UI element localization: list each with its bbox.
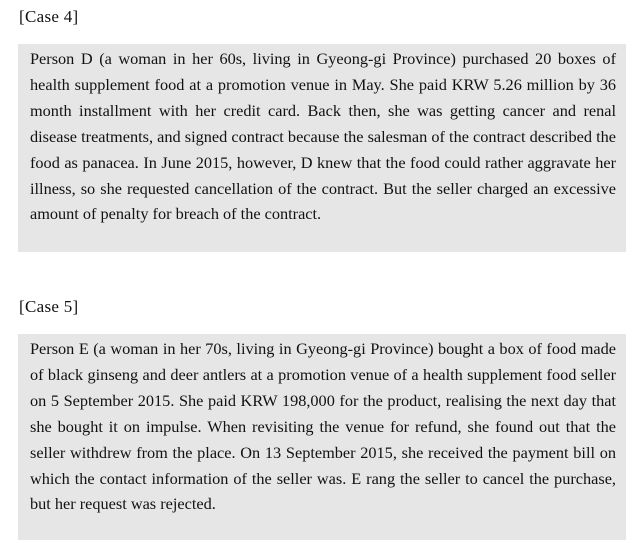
case-5-heading: [Case 5] xyxy=(19,297,79,316)
case-4-heading: [Case 4] xyxy=(19,7,79,26)
case-4-text: Person D (a woman in her 60s, living in Gyeong-gi Province) purchased 20 boxes of health supplement food at a promotion venue in May. She paid KRW 5.26 million by 36 month installment with her credit card. Back then, she was getting cancer and renal disease treatments, and signed contract because the salesman of the contract described the food as panacea. In June 2015, however, D knew that the food could rather aggravate her illness, so she requested cancellation of the contract. But the seller charged an excessive amount of penalty for breach of the contract. xyxy=(18,44,626,252)
case-5-text: Person E (a woman in her 70s, living in Gyeong-gi Province) bought a box of food made of black ginseng and deer antlers at a promotion venue of a health supplement food seller on 5 September 2015. She paid KRW 198,000 for the product, realising the next day that she bought it on impulse. When revisiting the venue for refund, she found out that the seller withdrew from the place. On 13 September 2015, she received the payment bill on which the contact information of the seller was. E rang the seller to cancel the purchase, but her request was rejected. xyxy=(18,334,626,540)
